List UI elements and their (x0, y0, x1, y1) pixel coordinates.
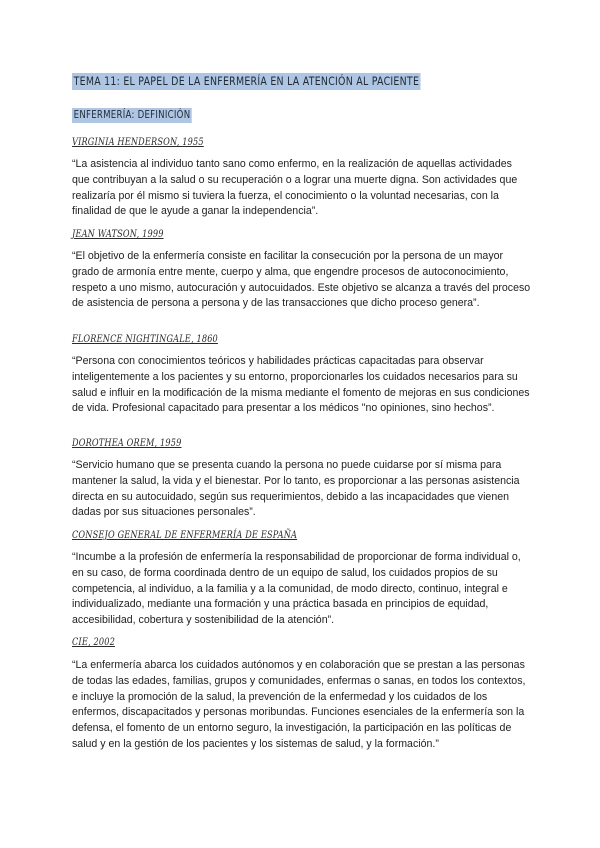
definition-paragraph-watson: “El objetivo de la enfermería consiste en facilitar la consecución por la persona de un mayor grado de armonía entre mente, cuerpo y alma, que engendre procesos de autoconocimiento, respeto a uno mismo, autocuración y autocuidados. Este objetivo se alcanza a través del proceso de asistencia de persona a persona y de las transacciones que dicho proceso genera”. (72, 250, 531, 310)
definition-paragraph-nightingale: “Persona con conocimientos teóricos y habilidades prácticas capacitadas para observar inteligentemente a los pacientes y su entorno, proporcionarles los cuidados necesarios para su salud e influir en la modificación de la misma mediante el fomento de mejoras en sus condiciones de vida. Profesional capacitado para presentar a los médicos "no opiniones, sino hechos”. (72, 355, 530, 415)
author-heading-watson: JEAN WATSON, 1999 (72, 228, 164, 240)
author-heading-orem: DOROTHEA OREM, 1959 (72, 437, 182, 449)
page-title: TEMA 11: EL PAPEL DE LA ENFERMERÍA EN LA ATENCIÓN AL PACIENTE (73, 74, 420, 88)
author-heading-consejo: CONSEJO GENERAL DE ENFERMERÍA DE ESPAÑA (72, 529, 298, 541)
section-heading: ENFERMERÍA: DEFINICIÓN (73, 109, 191, 121)
definition-paragraph-orem: “Servicio humano que se presenta cuando la persona no puede cuidarse por sí misma para mantener la salud, la vida y el bienestar. Por lo tanto, es proporcionar a las personas asistencia directa en su autocuidado, según sus requerimientos, debido a las incapacidades que vienen dadas por sus situaciones personales”. (72, 459, 520, 519)
definition-paragraph-consejo: “Incumbe a la profesión de enfermería la responsabilidad de proporcionar de forma individual o, en su caso, de forma coordinada dentro de un equipo de salud, los cuidados propios de su competencia, al individuo, a la familia y a la comunidad, de modo directo, continuo, integral e individualizado, mediante una formación y una práctica basada en principios de equidad, accesibilidad, cobertura y sostenibilidad de la atención”. (72, 551, 521, 627)
author-heading-nightingale: FLORENCE NIGHTINGALE, 1860 (72, 333, 218, 345)
definition-paragraph-cie: “La enfermería abarca los cuidados autónomos y en colaboración que se prestan a las personas de todas las edades, familias, grupos y comunidades, enfermas o sanas, en todos los contextos, e incluye la promoción de la salud, la prevención de la enfermedad y los cuidados de los enfermos, discapacitados y personas moribundas. Funciones esenciales de la enfermería son la defensa, el fomento de un entorno seguro, la investigación, la participación en las políticas de salud y en la gestión de los pacientes y los sistemas de salud, y la formación.” (72, 659, 526, 750)
author-heading-henderson: VIRGINIA HENDERSON, 1955 (72, 136, 204, 148)
definition-paragraph-henderson: “La asistencia al individuo tanto sano como enfermo, en la realización de aquellas actividades que contribuyan a la salud o su recuperación o a lograr una muerte digna. Son actividades que realizaría por él mismo si tuviera la fuerza, el conocimiento o la voluntad necesarias, con la finalidad de que le ayude a ganar la independencia”. (72, 158, 518, 218)
author-heading-cie: CIE, 2002 (72, 636, 115, 648)
